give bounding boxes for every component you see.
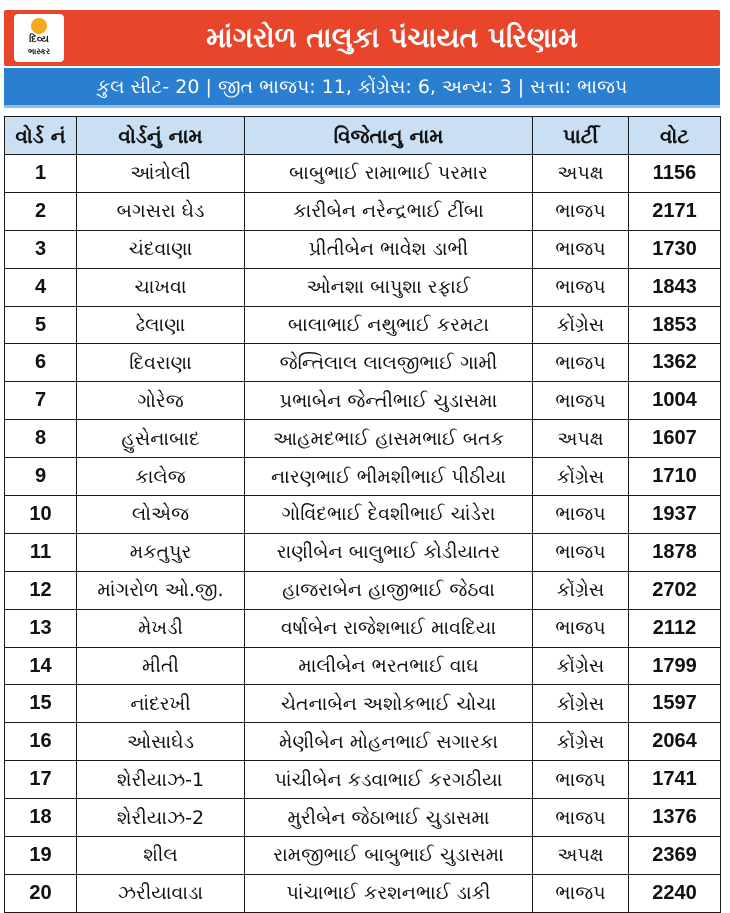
table-row (5, 306, 721, 344)
header-ward-no: વોર્ડ નં (5, 117, 77, 155)
table-row (5, 571, 721, 609)
table-row (5, 230, 721, 268)
votes-cell: 2171 (629, 192, 721, 230)
winner-name-cell: ઓનશા બાપુશા રફાઈ (245, 268, 533, 306)
results-table-container (4, 116, 720, 913)
ward-number-cell: 3 (5, 230, 77, 268)
ward-number-cell: 9 (5, 458, 77, 496)
ward-number-cell: 18 (5, 799, 77, 837)
party-cell: ભાજપ (533, 230, 629, 268)
winner-name-cell: નારણભાઈ ભીમશીભાઈ પીઠીયા (245, 458, 533, 496)
party-cell: ભાજપ (533, 496, 629, 534)
party-cell: અપક્ષ (533, 420, 629, 458)
winner-name-cell: મુરીબેન જેઠાભાઈ ચુડાસમા (245, 799, 533, 837)
logo-text-line2: ભાસ્કર (27, 47, 51, 56)
votes-cell: 1710 (629, 458, 721, 496)
logo-text-line1: દિવ્ય (29, 34, 49, 45)
votes-cell: 2064 (629, 723, 721, 761)
ward-name-cell: લોએજ (77, 496, 245, 534)
party-cell: ભાજપ (533, 344, 629, 382)
page-title: માંગરોળ તાલુકા પંચાયત પરિણામ (206, 21, 578, 54)
ward-number-cell: 17 (5, 761, 77, 799)
table-row (5, 533, 721, 571)
winner-name-cell: વર્ષાબેન રાજેશભાઈ માવદિયા (245, 609, 533, 647)
header-votes: વોટ (629, 117, 721, 155)
header-winner-name: વિજેતાનુ નામ (245, 117, 533, 155)
winner-name-cell: બાલાભાઈ નથુભાઈ કરમટા (245, 306, 533, 344)
votes-cell: 2369 (629, 837, 721, 875)
brand-logo (14, 14, 64, 62)
ward-number-cell: 2 (5, 192, 77, 230)
winner-name-cell: જેન્તિલાલ લાલજીભાઈ ગામી (245, 344, 533, 382)
votes-cell: 1937 (629, 496, 721, 534)
header (0, 0, 730, 70)
votes-cell: 1878 (629, 533, 721, 571)
winner-name-cell: કારીબેન નરેન્દ્રભાઈ ટીંબા (245, 192, 533, 230)
votes-cell: 1376 (629, 799, 721, 837)
ward-number-cell: 1 (5, 155, 77, 193)
winner-name-cell: માલીબેન ભરતભાઈ વાઘ (245, 647, 533, 685)
table-row (5, 382, 721, 420)
winner-name-cell: પ્રભાબેન જેન્તીભાઈ ચુડાસમા (245, 382, 533, 420)
ward-number-cell: 20 (5, 874, 77, 912)
table-row (5, 344, 721, 382)
votes-cell: 1156 (629, 155, 721, 193)
ward-name-cell: શેરીયાઝ-1 (77, 761, 245, 799)
ward-name-cell: શીલ (77, 837, 245, 875)
ward-name-cell: મીતી (77, 647, 245, 685)
ward-name-cell: ચાખવા (77, 268, 245, 306)
header-party: પાર્ટી (533, 117, 629, 155)
ward-name-cell: ગોરેજ (77, 382, 245, 420)
table-row (5, 268, 721, 306)
table-row (5, 799, 721, 837)
ward-name-cell: મેખડી (77, 609, 245, 647)
winner-name-cell: પ્રીતીબેન ભાવેશ ડાભી (245, 230, 533, 268)
votes-cell: 1853 (629, 306, 721, 344)
votes-cell: 1362 (629, 344, 721, 382)
party-cell: ભાજપ (533, 761, 629, 799)
party-cell: કોંગ્રેસ (533, 458, 629, 496)
title-bar (4, 10, 720, 66)
party-cell: કોંગ્રેસ (533, 685, 629, 723)
table-header-row (5, 117, 721, 155)
table-row (5, 874, 721, 912)
ward-number-cell: 10 (5, 496, 77, 534)
ward-number-cell: 15 (5, 685, 77, 723)
votes-cell: 1799 (629, 647, 721, 685)
table-row (5, 458, 721, 496)
ward-name-cell: કાલેજ (77, 458, 245, 496)
winner-name-cell: રામજીભાઈ બાબુભાઈ ચુડાસમા (245, 837, 533, 875)
logo-sun-icon (31, 18, 47, 34)
votes-cell: 1597 (629, 685, 721, 723)
winner-name-cell: ચેતનાબેન અશોકભાઈ ચોચા (245, 685, 533, 723)
votes-cell: 1607 (629, 420, 721, 458)
table-body (5, 155, 721, 913)
ward-number-cell: 12 (5, 571, 77, 609)
ward-number-cell: 6 (5, 344, 77, 382)
ward-number-cell: 5 (5, 306, 77, 344)
ward-number-cell: 13 (5, 609, 77, 647)
party-cell: કોંગ્રેસ (533, 723, 629, 761)
winner-name-cell: બાબુભાઈ રામાભાઈ પરમાર (245, 155, 533, 193)
votes-cell: 1730 (629, 230, 721, 268)
winner-name-cell: હાજરાબેન હાજીભાઈ જેઠવા (245, 571, 533, 609)
header-ward-name: વોર્ડનું નામ (77, 117, 245, 155)
winner-name-cell: આહમદભાઈ હાસમભાઈ બતક (245, 420, 533, 458)
table-row (5, 155, 721, 193)
ward-name-cell: મકતુપુર (77, 533, 245, 571)
party-cell: અપક્ષ (533, 837, 629, 875)
table-row (5, 837, 721, 875)
party-cell: ભાજપ (533, 609, 629, 647)
ward-name-cell: માંગરોળ ઓ.જી. (77, 571, 245, 609)
results-table (4, 116, 721, 913)
summary-bar: કુલ સીટ- 20 | જીત ભાજપ: 11, કોંગ્રેસ: 6, અન્ય: 3 | સત્તા: ભાજપ (4, 68, 720, 108)
ward-number-cell: 8 (5, 420, 77, 458)
ward-name-cell: હુસેનાબાદ (77, 420, 245, 458)
votes-cell: 1741 (629, 761, 721, 799)
ward-name-cell: શેરીયાઝ-2 (77, 799, 245, 837)
ward-name-cell: ઓસાઘેડ (77, 723, 245, 761)
winner-name-cell: મેણીબેન મોહનભાઈ સગારકા (245, 723, 533, 761)
votes-cell: 2240 (629, 874, 721, 912)
table-row (5, 192, 721, 230)
ward-number-cell: 16 (5, 723, 77, 761)
ward-name-cell: ચંદવાણા (77, 230, 245, 268)
party-cell: ભાજપ (533, 382, 629, 420)
party-cell: કોંગ્રેસ (533, 306, 629, 344)
votes-cell: 2702 (629, 571, 721, 609)
party-cell: અપક્ષ (533, 155, 629, 193)
ward-name-cell: નાંદરખી (77, 685, 245, 723)
ward-number-cell: 19 (5, 837, 77, 875)
table-row (5, 685, 721, 723)
votes-cell: 1843 (629, 268, 721, 306)
party-cell: કોંગ્રેસ (533, 571, 629, 609)
winner-name-cell: પાંચાભાઈ કરશનભાઈ ડાકી (245, 874, 533, 912)
table-row (5, 761, 721, 799)
party-cell: કોંગ્રેસ (533, 647, 629, 685)
ward-name-cell: ઝરીયાવાડા (77, 874, 245, 912)
table-row (5, 609, 721, 647)
winner-name-cell: ગોવિંદભાઈ દેવશીભાઈ ચાંડેરા (245, 496, 533, 534)
table-row (5, 496, 721, 534)
ward-number-cell: 14 (5, 647, 77, 685)
winner-name-cell: રાણીબેન બાલુભાઈ કોડીયાતર (245, 533, 533, 571)
ward-number-cell: 7 (5, 382, 77, 420)
table-row (5, 647, 721, 685)
ward-number-cell: 4 (5, 268, 77, 306)
ward-name-cell: આંત્રોલી (77, 155, 245, 193)
ward-name-cell: બગસરા ઘેડ (77, 192, 245, 230)
ward-name-cell: દિવરાણા (77, 344, 245, 382)
party-cell: ભાજપ (533, 874, 629, 912)
votes-cell: 1004 (629, 382, 721, 420)
ward-name-cell: ઢેલાણા (77, 306, 245, 344)
party-cell: ભાજપ (533, 268, 629, 306)
votes-cell: 2112 (629, 609, 721, 647)
party-cell: ભાજપ (533, 799, 629, 837)
table-row (5, 723, 721, 761)
winner-name-cell: પાંચીબેન કડવાભાઈ કરગઠીયા (245, 761, 533, 799)
party-cell: ભાજપ (533, 192, 629, 230)
party-cell: ભાજપ (533, 533, 629, 571)
ward-number-cell: 11 (5, 533, 77, 571)
table-row (5, 420, 721, 458)
